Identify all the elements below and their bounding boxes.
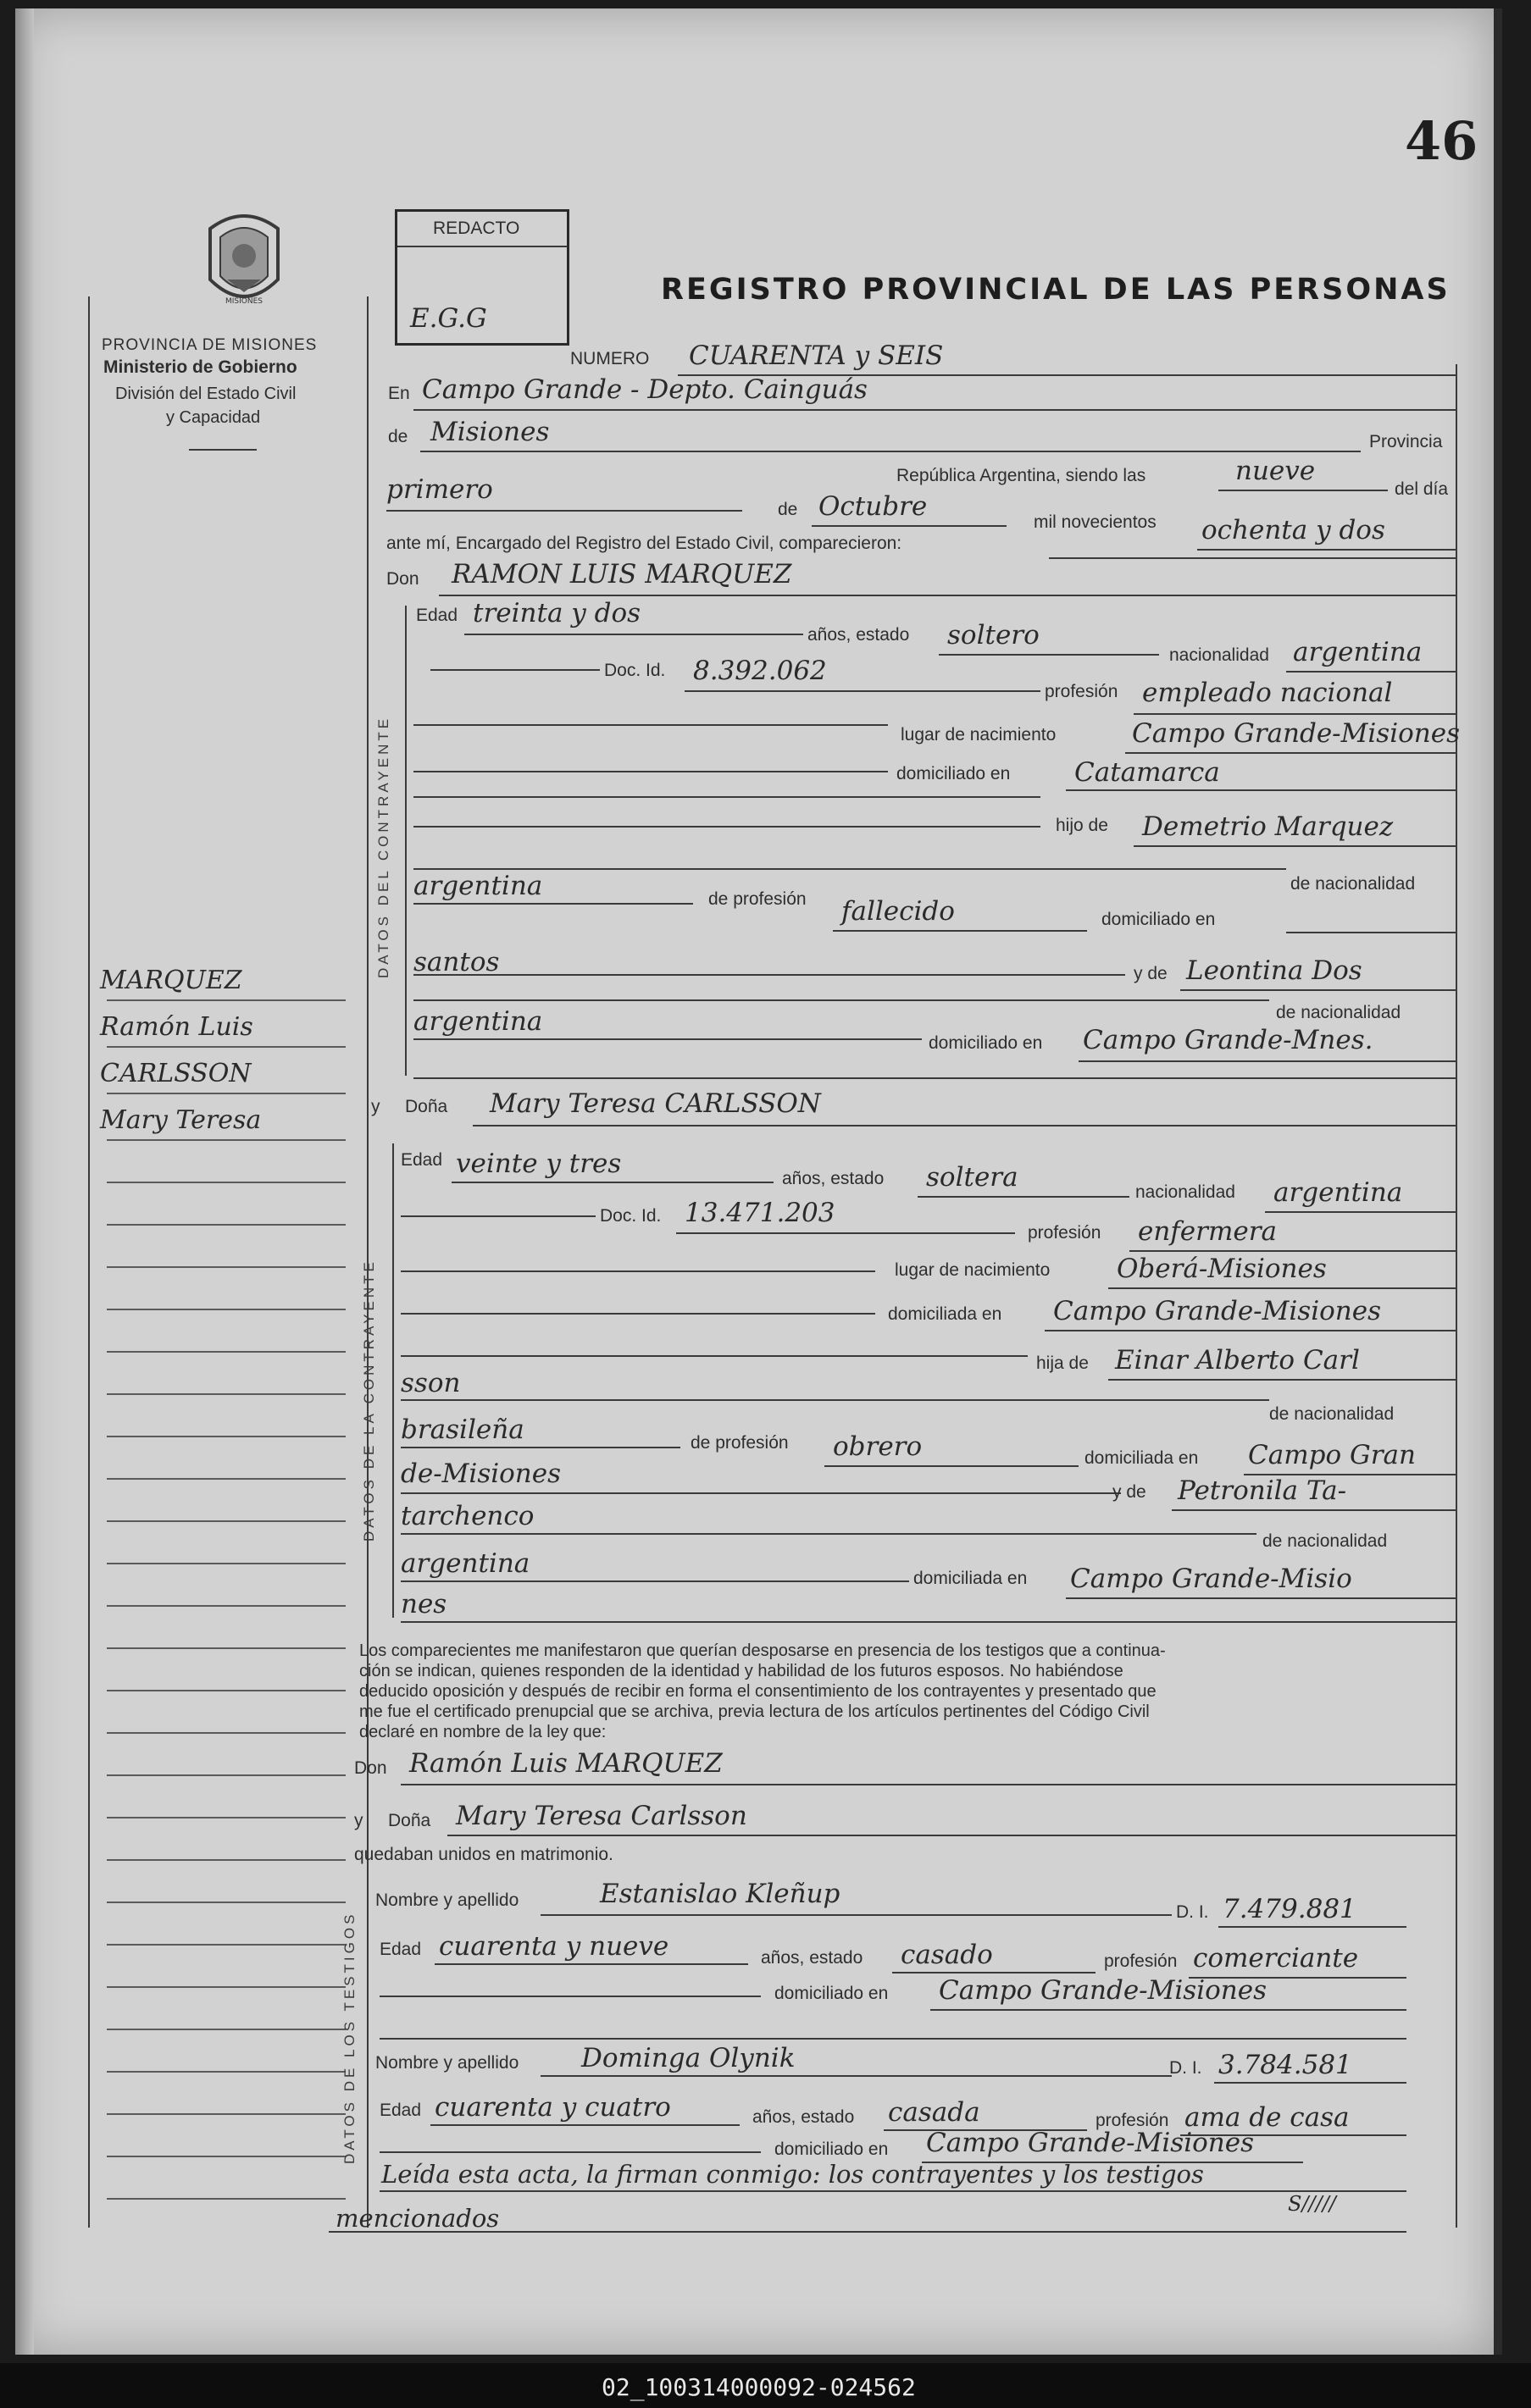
decl-dona-label: Doña bbox=[388, 1811, 431, 1830]
nacionalidad-label: nacionalidad bbox=[1169, 645, 1269, 665]
t2-anos-label: años, estado bbox=[752, 2107, 855, 2127]
madre-dom-cont: nes bbox=[401, 1589, 447, 1619]
decl-dona-value: Mary Teresa Carlsson bbox=[456, 1801, 747, 1831]
don-label: Don bbox=[386, 569, 419, 589]
margin-note-name-1: Ramón Luis bbox=[100, 1012, 253, 1042]
edad-label: Edad bbox=[416, 606, 458, 625]
padre-prof-value-2: obrero bbox=[833, 1431, 923, 1462]
doc-value: 8.392.062 bbox=[693, 656, 827, 686]
declaration-line-4: me fue el certificado prenupcial que se archiva, previa lectura de los artículos pertinentes del Código Civil bbox=[359, 1702, 1150, 1721]
domicilio-value: Catamarca bbox=[1074, 757, 1220, 788]
y-de-label: y de bbox=[1134, 964, 1168, 983]
madre-pre-value: santos bbox=[413, 947, 500, 977]
profesion-label-2: profesión bbox=[1028, 1223, 1101, 1243]
right-rule bbox=[1456, 364, 1457, 2228]
t1-nombre-value: Estanislao Kleñup bbox=[600, 1879, 840, 1909]
domicilio-value-2: Campo Grande-Misiones bbox=[1053, 1296, 1382, 1326]
madre-value: Leontina Dos bbox=[1186, 955, 1362, 986]
dia-value: primero bbox=[386, 474, 493, 505]
madre-dom-value-2: Campo Grande-Misio bbox=[1070, 1564, 1352, 1594]
testigos-section-label: DATOS DE LOS TESTIGOS bbox=[341, 1911, 358, 2164]
svg-text:MISIONES: MISIONES bbox=[225, 297, 263, 306]
t1-di-label: D. I. bbox=[1176, 1902, 1209, 1922]
footer-bar bbox=[0, 2363, 1531, 2408]
provincia-label: Provincia bbox=[1369, 432, 1443, 451]
domicilio-label-2: domiciliada en bbox=[888, 1304, 1002, 1324]
edad-value-2: veinte y tres bbox=[456, 1149, 622, 1179]
t1-estado-value: casado bbox=[901, 1940, 993, 1970]
de-nacionalidad-label: de nacionalidad bbox=[1290, 874, 1416, 894]
contrayente-section-label: DATOS DEL CONTRAYENTE bbox=[375, 715, 391, 978]
dona-pre: y bbox=[371, 1097, 380, 1116]
padre-prof-value: fallecido bbox=[841, 896, 955, 927]
don-value: RAMON LUIS MARQUEZ bbox=[452, 559, 792, 590]
padre-dom-value-2: Campo Gran bbox=[1248, 1440, 1416, 1470]
de-value: Misiones bbox=[430, 417, 550, 447]
de-profesion-label-2: de profesión bbox=[691, 1433, 789, 1453]
padre-dom-cont: de-Misiones bbox=[401, 1459, 562, 1489]
t2-edad-label: Edad bbox=[380, 2101, 422, 2120]
dona-label: Doña bbox=[405, 1097, 448, 1116]
padre-dom-label: domiciliado en bbox=[1101, 910, 1216, 929]
divider bbox=[189, 449, 257, 451]
closing-line-1: Leída esta acta, la firman conmigo: los contrayentes y los testigos bbox=[381, 2160, 1204, 2189]
margin-note-surname-1: MARQUEZ bbox=[100, 966, 242, 995]
madre-nac-label-2: de nacionalidad bbox=[1262, 1531, 1388, 1551]
footer-code: 02_100314000092-024562 bbox=[602, 2373, 916, 2401]
decl-don-value: Ramón Luis MARQUEZ bbox=[409, 1748, 723, 1779]
lugar-value-2: Oberá-Misiones bbox=[1117, 1254, 1327, 1284]
en-label: En bbox=[388, 384, 410, 403]
redacto-box bbox=[395, 209, 569, 346]
decl-dona-pre: y bbox=[354, 1811, 363, 1830]
t2-estado-value: casada bbox=[888, 2097, 980, 2128]
closing-line-2: mencionados bbox=[336, 2204, 500, 2233]
madre-value-2: Petronila Ta- bbox=[1178, 1475, 1347, 1506]
lugar-label: lugar de nacimiento bbox=[901, 725, 1057, 745]
de-label: de bbox=[388, 427, 408, 446]
padre-value-2: Einar Alberto Carl bbox=[1115, 1345, 1360, 1376]
anos-label: años, estado bbox=[807, 625, 910, 645]
t2-edad-value: cuarenta y cuatro bbox=[435, 2092, 671, 2123]
hora-value: nueve bbox=[1235, 456, 1316, 486]
madre-cont: tarchenco bbox=[401, 1501, 535, 1531]
mes-value: Octubre bbox=[818, 491, 928, 522]
madre-dom-value: Campo Grande-Mnes. bbox=[1083, 1025, 1373, 1055]
nacionalidad-label-2: nacionalidad bbox=[1135, 1182, 1235, 1202]
de-profesion-label: de profesión bbox=[708, 889, 807, 909]
madre-dom-label: domiciliado en bbox=[929, 1033, 1043, 1053]
madre-dom-label-2: domiciliada en bbox=[913, 1569, 1028, 1588]
lugar-label-2: lugar de nacimiento bbox=[895, 1260, 1051, 1280]
decl-closing: quedaban unidos en matrimonio. bbox=[354, 1845, 613, 1864]
t2-di-label: D. I. bbox=[1169, 2058, 1202, 2078]
numero-label: NUMERO bbox=[570, 349, 650, 368]
dona-value: Mary Teresa CARLSSON bbox=[490, 1088, 821, 1119]
de-mes-label: de bbox=[778, 500, 798, 519]
padre-dom-label-2: domiciliada en bbox=[1084, 1448, 1199, 1468]
margin-rule bbox=[88, 296, 90, 2228]
t2-dom-value: Campo Grande-Misiones bbox=[926, 2128, 1255, 2158]
t1-dom-value: Campo Grande-Misiones bbox=[939, 1975, 1268, 2006]
t2-profesion-value: ama de casa bbox=[1184, 2102, 1350, 2133]
t2-nombre-label: Nombre y apellido bbox=[375, 2053, 519, 2073]
t1-profesion-value: comerciante bbox=[1193, 1943, 1359, 1973]
t2-di-value: 3.784.581 bbox=[1218, 2050, 1352, 2080]
del-dia-label: del día bbox=[1395, 479, 1449, 499]
t1-profesion-label: profesión bbox=[1104, 1951, 1178, 1971]
doc-label: Doc. Id. bbox=[604, 661, 666, 680]
profesion-value: empleado nacional bbox=[1142, 678, 1393, 708]
mil-label: mil novecientos bbox=[1034, 512, 1157, 532]
province-line-4: y Capacidad bbox=[166, 408, 261, 427]
doc-label-2: Doc. Id. bbox=[600, 1206, 662, 1226]
de-nacionalidad-label-2: de nacionalidad bbox=[1269, 1404, 1395, 1424]
profesion-value-2: enfermera bbox=[1138, 1216, 1277, 1247]
t1-edad-value: cuarenta y nueve bbox=[439, 1931, 669, 1962]
lugar-value: Campo Grande-Misiones bbox=[1132, 718, 1461, 749]
madre-nac-value-2: argentina bbox=[401, 1548, 530, 1579]
binding-spine bbox=[15, 8, 34, 2355]
t2-nombre-value: Dominga Olynik bbox=[581, 2043, 796, 2073]
profesion-label: profesión bbox=[1045, 682, 1118, 701]
padre-value: Demetrio Marquez bbox=[1142, 811, 1394, 842]
nacionalidad-value-2: argentina bbox=[1273, 1177, 1403, 1208]
hija-label: hija de bbox=[1036, 1353, 1089, 1373]
y-de-label-2: y de bbox=[1112, 1482, 1146, 1502]
province-line-3: División del Estado Civil bbox=[115, 385, 297, 403]
anio-value: ochenta y dos bbox=[1201, 515, 1385, 545]
contrayenta-section-label: DATOS DE LA CONTRAYENTE bbox=[361, 1259, 377, 1542]
t1-dom-label: domiciliado en bbox=[774, 1984, 889, 2003]
page-number: 46 bbox=[1405, 110, 1478, 172]
margin-note-name-2: Mary Teresa bbox=[100, 1105, 262, 1135]
en-value: Campo Grande - Depto. Cainguás bbox=[422, 374, 868, 405]
declaration-line-2: ción se indican, quienes responden de la identidad y habilidad de los futuros esposos. No habiéndose bbox=[359, 1662, 1123, 1680]
t2-dom-label: domiciliado en bbox=[774, 2140, 889, 2159]
republica-text: República Argentina, siendo las bbox=[896, 466, 1146, 485]
padre-nac-value-2: brasileña bbox=[401, 1414, 524, 1445]
redacto-label: REDACTO bbox=[433, 219, 520, 238]
padre-nac-value: argentina bbox=[413, 871, 543, 901]
redacto-initials: E.G.G bbox=[410, 303, 487, 334]
madre-nac-label: de nacionalidad bbox=[1276, 1003, 1401, 1022]
madre-nac-value: argentina bbox=[413, 1006, 543, 1037]
decl-don-label: Don bbox=[354, 1758, 387, 1778]
declaration-line-1: Los comparecientes me manifestaron que querían desposarse en presencia de los testigos que a continua- bbox=[359, 1641, 1166, 1660]
margin-note-surname-2: CARLSSON bbox=[100, 1059, 252, 1088]
closing-mark: S///// bbox=[1288, 2192, 1336, 2216]
declaration-line-5: declaré en nombre de la ley que: bbox=[359, 1723, 607, 1741]
padre-cont: sson bbox=[401, 1368, 461, 1398]
declaration-line-3: deducido oposición y después de recibir en forma el consentimiento de los contrayentes y presentado que bbox=[359, 1682, 1157, 1701]
estado-value-2: soltera bbox=[926, 1162, 1018, 1193]
ante-text: ante mí, Encargado del Registro del Estado Civil, comparecieron: bbox=[386, 534, 902, 553]
page-title: REGISTRO PROVINCIAL DE LAS PERSONAS bbox=[661, 273, 1451, 307]
province-seal-icon bbox=[193, 203, 295, 322]
estado-value: soltero bbox=[947, 620, 1040, 650]
doc-value-2: 13.471.203 bbox=[685, 1198, 835, 1228]
nacionalidad-value: argentina bbox=[1293, 637, 1423, 667]
t1-edad-label: Edad bbox=[380, 1940, 422, 1959]
t2-profesion-label: profesión bbox=[1096, 2111, 1169, 2130]
t1-anos-label: años, estado bbox=[761, 1948, 863, 1968]
hijo-label: hijo de bbox=[1056, 816, 1108, 835]
domicilio-label: domiciliado en bbox=[896, 764, 1011, 783]
province-line-2: Ministerio de Gobierno bbox=[103, 357, 297, 377]
edad-value: treinta y dos bbox=[473, 598, 641, 628]
t1-nombre-label: Nombre y apellido bbox=[375, 1890, 519, 1910]
document-page bbox=[15, 8, 1502, 2355]
numero-value: CUARENTA y SEIS bbox=[689, 340, 944, 371]
anos-label-2: años, estado bbox=[782, 1169, 885, 1188]
province-line-1: PROVINCIA DE MISIONES bbox=[102, 336, 318, 354]
edad-label-2: Edad bbox=[401, 1150, 443, 1170]
t1-di-value: 7.479.881 bbox=[1223, 1894, 1356, 1924]
